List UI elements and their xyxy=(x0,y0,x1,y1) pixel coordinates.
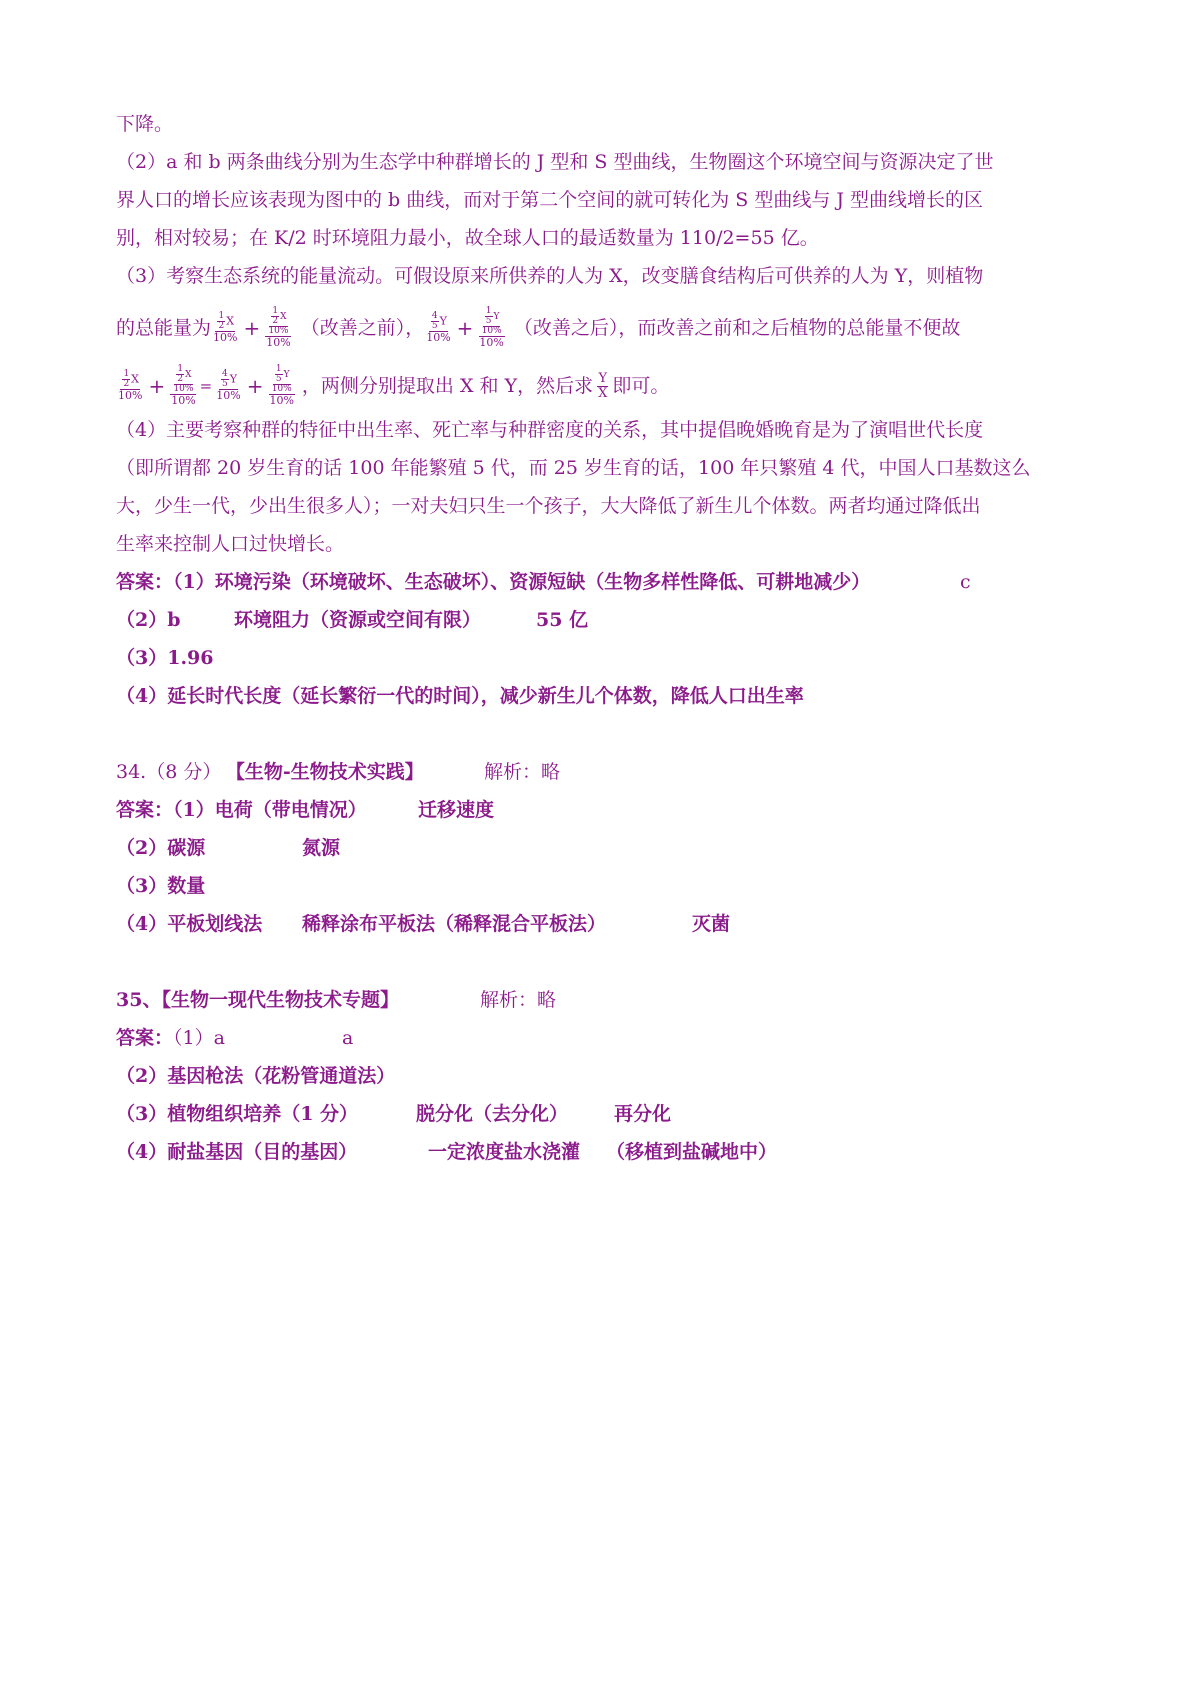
question-number: 34.（8 分） xyxy=(116,761,222,783)
formula-line-2 xyxy=(116,364,1096,408)
text-segment: 的总能量为 xyxy=(116,317,212,339)
answer-35-line-1: 答案：（1）a a xyxy=(116,1027,354,1049)
text-line: （即所谓都 20 岁生育的话 100 年能繁殖 5 代，而 25 岁生育的话，100 年只繁殖 4 代，中国人口基数这么 xyxy=(116,457,1031,479)
energy-equation: $\frac{1}{2}$ X 10% + $\frac{1}{2}$ X 10% 10% = $\frac{4}{5}$ Y 10% + $\frac{1}{5}$ Y 10% 10% xyxy=(118,364,294,407)
text-line: （3）考察生态系统的能量流动。可假设原来所供养的人为 X，改变膳食结构后可供养的人为 Y，则植物 xyxy=(116,265,984,287)
analysis-text: 解析：略 xyxy=(480,989,557,1011)
text-segment: ，两侧分别提取出 X 和 Y，然后求 xyxy=(301,375,594,397)
fraction: $\frac{4}{5}$ Y 10% xyxy=(426,311,451,344)
answer-33-line-3: （3）1.96 xyxy=(116,647,214,669)
fraction: $\frac{1}{2}$ X 10% 10% xyxy=(171,364,196,407)
question-title: 【生物-生物技术实践】 xyxy=(235,761,424,783)
answer-label: 答案： xyxy=(116,799,174,821)
answer-35-line-3: （3）植物组织培养（1 分） 脱分化（去分化） 再分化 xyxy=(116,1103,672,1125)
answer-33-line-2: （2）b 环境阻力（资源或空间有限） 55 亿 xyxy=(116,609,589,631)
text-segment: （改善之后），而改善之前和之后植物的总能量不便故 xyxy=(513,317,961,339)
answer-label: 答案： xyxy=(116,1027,174,1049)
formula-after: $\frac{4}{5}$ Y 10% + $\frac{1}{5}$ Y 10% 10% xyxy=(426,306,504,349)
text-line: （4）主要考察种群的特征中出生率、死亡率与种群密度的关系，其中提倡晚婚晚育是为了演唱世代长度 xyxy=(116,419,984,441)
formula-before: $\frac{1}{2}$ X 10% + $\frac{1}{2}$ X 10% 10% xyxy=(213,306,291,349)
answer-35-line-4: （4）耐盐基因（目的基因） 一定浓度盐水浇灌 （移植到盐碱地中） xyxy=(116,1141,778,1163)
text-line: 下降。 xyxy=(116,113,174,135)
text-line: 大，少生一代，少出生很多人）；一对夫妇只生一个孩子，大大降低了新生儿个体数。两者均通过降低出 xyxy=(116,495,981,517)
question-title: 35、【生物一现代生物技术专题】 xyxy=(116,989,399,1011)
answer-label: 答案： xyxy=(116,571,174,593)
text-segment: 即可。 xyxy=(612,375,670,397)
text-line: 生率来控制人口过快增长。 xyxy=(116,533,345,555)
answer-34-line-2: （2）碳源 氮源 xyxy=(116,837,341,859)
answer-34-line-3: （3）数量 xyxy=(116,875,206,897)
fraction: $\frac{1}{5}$ Y 10% 10% xyxy=(479,306,504,349)
fraction: $\frac{1}{2}$ X 10% xyxy=(213,311,238,344)
text-line: （2）a 和 b 两条曲线分别为生态学中种群增长的 J 型和 S 型曲线，生物圈这个环境空间与资源决定了世 xyxy=(116,151,994,173)
answer-34-line-4: （4）平板划线法 稀释涂布平板法（稀释混合平板法） 灭菌 xyxy=(116,913,731,935)
answer-35-line-2: （2）基因枪法（花粉管通道法） xyxy=(116,1065,396,1087)
formula-line-1 xyxy=(116,306,1096,350)
text-line: 界人口的增长应该表现为图中的 b 曲线，而对于第二个空间的就可转化为 S 型曲线与 J 型曲线增长的区 xyxy=(116,189,984,211)
text-segment: （改善之前）， xyxy=(300,317,425,339)
fraction: $\frac{1}{2}$ X 10% 10% xyxy=(266,306,291,349)
analysis-text: 解析：略 xyxy=(484,761,561,783)
ratio-y-over-x: $\frac{Y}{X}$ xyxy=(598,370,608,401)
fraction: $\frac{1}{5}$ Y 10% 10% xyxy=(269,364,294,407)
question-34-header xyxy=(116,758,1096,786)
text-line: 别，相对较易；在 K/2 时环境阻力最小，故全球人口的最适数量为 110/2=55 亿。 xyxy=(116,227,819,249)
answer-33-line-1: 答案：（1）环境污染（环境破坏、生态破坏）、资源短缺（生物多样性降低、可耕地减少） c xyxy=(116,571,971,593)
fraction: $\frac{1}{2}$ X 10% xyxy=(118,369,143,402)
answer-34-line-1: 答案：（1）电荷（带电情况） 迁移速度 xyxy=(116,799,495,821)
question-35-header xyxy=(116,986,1096,1014)
fraction: $\frac{4}{5}$ Y 10% xyxy=(216,369,241,402)
answer-33-line-4: （4）延长时代长度（延长繁衍一代的时间），减少新生儿个体数，降低人口出生率 xyxy=(116,685,804,707)
